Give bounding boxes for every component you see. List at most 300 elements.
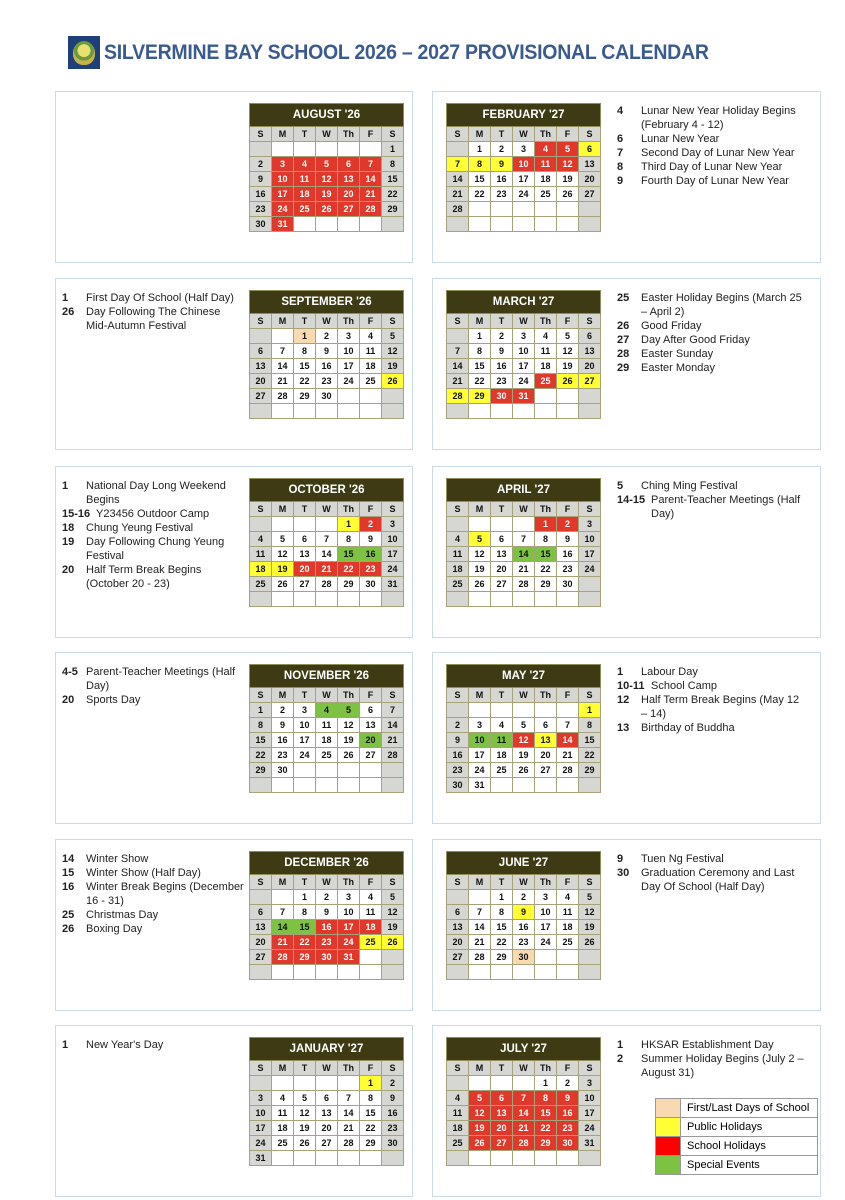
day-cell: 3 (250, 1091, 272, 1106)
event-item (62, 521, 244, 535)
day-cell: 29 (490, 950, 512, 965)
day-cell: 5 (381, 890, 403, 905)
day-cell: 25 (557, 935, 579, 950)
day-cell: 29 (360, 1136, 382, 1151)
empty-cell (490, 965, 512, 980)
day-cell: 26 (271, 577, 293, 592)
event-list (62, 1038, 244, 1052)
day-cell: 29 (578, 763, 600, 778)
day-cell: 13 (315, 1106, 337, 1121)
day-cell: 26 (512, 763, 534, 778)
day-cell: 11 (534, 344, 556, 359)
empty-cell (534, 1151, 556, 1166)
empty-cell (250, 965, 272, 980)
day-cell: 3 (337, 329, 359, 344)
month-panel (432, 466, 821, 638)
month-calendar (446, 851, 601, 980)
event-item (617, 866, 807, 894)
weekday-header: S (250, 1061, 272, 1076)
day-cell: 30 (557, 1136, 579, 1151)
event-date: 1 (617, 666, 624, 678)
month-title: OCTOBER '26 (250, 479, 404, 502)
empty-cell (337, 778, 359, 793)
day-cell: 3 (578, 517, 600, 532)
empty-cell (534, 217, 556, 232)
day-cell: 4 (557, 890, 579, 905)
day-cell: 20 (250, 935, 272, 950)
day-cell: 11 (250, 547, 272, 562)
month-calendar (249, 103, 404, 232)
event-date: 12 (617, 694, 630, 706)
day-cell: 14 (447, 359, 469, 374)
day-cell: 16 (557, 547, 579, 562)
month-calendar (249, 290, 404, 419)
weekday-header: S (381, 875, 403, 890)
day-cell: 29 (468, 389, 490, 404)
day-cell: 20 (534, 748, 556, 763)
day-cell: 15 (293, 920, 315, 935)
empty-cell (578, 1151, 600, 1166)
empty-cell (337, 404, 359, 419)
day-cell: 22 (293, 935, 315, 950)
day-cell: 9 (271, 718, 293, 733)
empty-cell (250, 404, 272, 419)
day-cell: 3 (512, 142, 534, 157)
day-cell: 8 (534, 1091, 556, 1106)
weekday-header: T (490, 688, 512, 703)
empty-cell (337, 217, 359, 232)
day-cell: 3 (293, 703, 315, 718)
event-date: 5 (617, 480, 624, 492)
event-item (617, 361, 807, 375)
empty-cell (315, 1076, 337, 1091)
day-cell: 20 (315, 1121, 337, 1136)
event-item (62, 908, 244, 922)
day-cell: 12 (557, 157, 579, 172)
empty-cell (512, 1151, 534, 1166)
day-cell: 13 (337, 172, 359, 187)
empty-cell (534, 965, 556, 980)
day-cell: 28 (447, 389, 469, 404)
event-text: Second Day of Lunar New Year (641, 147, 795, 159)
event-date: 14-15 (617, 494, 646, 506)
day-cell: 22 (534, 562, 556, 577)
day-cell: 13 (250, 359, 272, 374)
event-text: Half Term Break Begins (May 12 – 14) (641, 694, 800, 720)
event-item (617, 479, 807, 493)
day-cell: 9 (381, 1091, 403, 1106)
empty-cell (512, 965, 534, 980)
event-text: Third Day of Lunar New Year (641, 161, 783, 173)
event-date: 15-16 (62, 508, 91, 520)
day-cell: 8 (293, 905, 315, 920)
day-cell: 11 (360, 905, 382, 920)
weekday-header: W (315, 314, 337, 329)
event-date: 14 (62, 853, 75, 865)
day-cell: 20 (578, 359, 600, 374)
event-date: 1 (62, 1039, 69, 1051)
day-cell: 19 (512, 748, 534, 763)
event-item (62, 852, 244, 866)
day-cell: 9 (447, 733, 469, 748)
day-cell: 14 (381, 718, 403, 733)
event-item (62, 479, 244, 507)
day-cell: 27 (447, 950, 469, 965)
day-cell: 17 (534, 920, 556, 935)
day-cell: 10 (512, 157, 534, 172)
day-cell: 13 (490, 1106, 512, 1121)
weekday-header: M (271, 127, 293, 142)
day-cell: 19 (381, 359, 403, 374)
empty-cell (578, 778, 600, 793)
day-cell: 28 (468, 950, 490, 965)
day-cell: 6 (578, 142, 600, 157)
event-text: Chung Yeung Festival (86, 522, 194, 534)
empty-cell (360, 389, 382, 404)
weekday-header: F (557, 875, 579, 890)
weekday-header: T (293, 314, 315, 329)
event-text: Half Term Break Begins (October 20 - 23) (86, 564, 202, 590)
day-cell: 29 (293, 950, 315, 965)
weekday-header: F (360, 127, 382, 142)
day-cell: 13 (578, 344, 600, 359)
weekday-header: W (315, 688, 337, 703)
event-item (62, 563, 244, 591)
weekday-header: W (512, 688, 534, 703)
day-cell: 10 (293, 718, 315, 733)
day-cell: 17 (250, 1121, 272, 1136)
weekday-header: Th (337, 127, 359, 142)
day-cell: 4 (315, 703, 337, 718)
weekday-header: F (557, 1061, 579, 1076)
event-text: Good Friday (641, 320, 702, 332)
weekday-header: F (360, 314, 382, 329)
month-calendar (249, 664, 404, 793)
weekday-header: W (315, 127, 337, 142)
event-text: Lunar New Year Holiday Begins (February 4 - 12) (641, 105, 796, 131)
day-cell: 25 (315, 748, 337, 763)
day-cell: 14 (468, 920, 490, 935)
event-item (62, 291, 244, 305)
day-cell: 2 (512, 890, 534, 905)
month-title: SEPTEMBER '26 (250, 291, 404, 314)
event-date: 1 (62, 292, 69, 304)
day-cell: 27 (250, 389, 272, 404)
day-cell: 8 (578, 718, 600, 733)
event-date: 8 (617, 161, 624, 173)
empty-cell (293, 1151, 315, 1166)
event-date: 13 (617, 722, 630, 734)
weekday-header: S (578, 688, 600, 703)
empty-cell (534, 404, 556, 419)
weekday-header: F (360, 688, 382, 703)
day-cell: 5 (512, 718, 534, 733)
day-cell: 19 (381, 920, 403, 935)
empty-cell (315, 1151, 337, 1166)
day-cell: 19 (468, 1121, 490, 1136)
empty-cell (360, 965, 382, 980)
day-cell: 21 (271, 935, 293, 950)
event-item (62, 693, 244, 707)
day-cell: 26 (468, 1136, 490, 1151)
day-cell: 14 (271, 920, 293, 935)
day-cell: 19 (293, 1121, 315, 1136)
weekday-header: W (315, 502, 337, 517)
weekday-header: S (250, 127, 272, 142)
day-cell: 14 (447, 172, 469, 187)
day-cell: 9 (315, 905, 337, 920)
empty-cell (468, 517, 490, 532)
empty-cell (337, 763, 359, 778)
event-text: Tuen Ng Festival (641, 853, 724, 865)
event-date: 26 (617, 320, 630, 332)
day-cell: 28 (271, 950, 293, 965)
weekday-header: F (557, 314, 579, 329)
day-cell: 12 (271, 547, 293, 562)
weekday-header: S (381, 688, 403, 703)
event-item (617, 1038, 807, 1052)
event-date: 25 (617, 292, 630, 304)
event-item (617, 104, 807, 132)
day-cell: 20 (337, 187, 359, 202)
month-calendar (446, 478, 601, 607)
empty-cell (468, 404, 490, 419)
weekday-header: M (271, 688, 293, 703)
day-cell: 22 (381, 187, 403, 202)
empty-cell (468, 1151, 490, 1166)
empty-cell (468, 703, 490, 718)
day-cell: 23 (447, 763, 469, 778)
empty-cell (250, 592, 272, 607)
empty-cell (490, 592, 512, 607)
empty-cell (578, 950, 600, 965)
empty-cell (490, 517, 512, 532)
day-cell: 19 (578, 920, 600, 935)
weekday-header: F (557, 127, 579, 142)
day-cell: 18 (271, 1121, 293, 1136)
event-date: 4 (617, 105, 624, 117)
empty-cell (293, 142, 315, 157)
event-text: Sports Day (86, 694, 141, 706)
empty-cell (293, 217, 315, 232)
weekday-header: S (381, 1061, 403, 1076)
day-cell: 15 (490, 920, 512, 935)
month-title: MAY '27 (447, 665, 601, 688)
month-panel (55, 466, 413, 638)
day-cell: 10 (578, 1091, 600, 1106)
empty-cell (557, 217, 579, 232)
legend (655, 1098, 818, 1175)
event-text: HKSAR Establishment Day (641, 1039, 774, 1051)
weekday-header: S (578, 502, 600, 517)
day-cell: 10 (337, 905, 359, 920)
empty-cell (271, 592, 293, 607)
day-cell: 11 (447, 547, 469, 562)
empty-cell (315, 404, 337, 419)
event-list (62, 852, 244, 936)
day-cell: 21 (315, 562, 337, 577)
day-cell: 21 (360, 187, 382, 202)
day-cell: 23 (557, 562, 579, 577)
event-list (617, 852, 807, 894)
day-cell: 25 (360, 374, 382, 389)
event-date: 7 (617, 147, 624, 159)
day-cell: 12 (512, 733, 534, 748)
day-cell: 16 (250, 187, 272, 202)
month-panel (55, 652, 413, 824)
day-cell: 5 (578, 890, 600, 905)
day-cell: 7 (360, 157, 382, 172)
day-cell: 23 (360, 562, 382, 577)
day-cell: 15 (293, 359, 315, 374)
month-calendar (446, 664, 601, 793)
day-cell: 26 (468, 577, 490, 592)
empty-cell (447, 217, 469, 232)
weekday-header: M (468, 1061, 490, 1076)
empty-cell (360, 217, 382, 232)
empty-cell (315, 763, 337, 778)
day-cell: 12 (557, 344, 579, 359)
month-panel (432, 278, 821, 450)
empty-cell (578, 404, 600, 419)
day-cell: 11 (534, 157, 556, 172)
day-cell: 24 (512, 187, 534, 202)
day-cell: 17 (293, 733, 315, 748)
day-cell: 28 (360, 202, 382, 217)
weekday-header: W (512, 875, 534, 890)
day-cell: 19 (557, 359, 579, 374)
empty-cell (360, 592, 382, 607)
event-text: Easter Monday (641, 362, 715, 374)
empty-cell (534, 592, 556, 607)
event-item (617, 852, 807, 866)
weekday-header: M (468, 127, 490, 142)
day-cell: 2 (557, 517, 579, 532)
empty-cell (447, 329, 469, 344)
day-cell: 7 (447, 157, 469, 172)
day-cell: 7 (271, 905, 293, 920)
day-cell: 9 (250, 172, 272, 187)
day-cell: 4 (250, 532, 272, 547)
day-cell: 1 (468, 142, 490, 157)
event-list (62, 479, 244, 591)
empty-cell (578, 202, 600, 217)
day-cell: 7 (512, 532, 534, 547)
weekday-header: M (468, 314, 490, 329)
weekday-header: S (447, 502, 469, 517)
weekday-header: F (360, 1061, 382, 1076)
day-cell: 19 (315, 187, 337, 202)
day-cell: 9 (360, 532, 382, 547)
empty-cell (381, 389, 403, 404)
weekday-header: F (360, 502, 382, 517)
event-date: 18 (62, 522, 75, 534)
weekday-header: T (293, 1061, 315, 1076)
event-text: Easter Holiday Begins (March 25 – April 2) (641, 292, 802, 318)
day-cell: 5 (557, 142, 579, 157)
day-cell: 13 (534, 733, 556, 748)
day-cell: 8 (381, 157, 403, 172)
day-cell: 31 (512, 389, 534, 404)
month-title: JUNE '27 (447, 852, 601, 875)
empty-cell (490, 217, 512, 232)
day-cell: 3 (534, 890, 556, 905)
day-cell: 16 (557, 1106, 579, 1121)
event-text: Y23456 Outdoor Camp (96, 508, 210, 520)
day-cell: 29 (534, 1136, 556, 1151)
empty-cell (447, 592, 469, 607)
page-title: SILVERMINE BAY SCHOOL 2026 – 2027 PROVISIONAL CALENDAR (104, 40, 709, 64)
day-cell: 26 (381, 935, 403, 950)
event-item (617, 291, 807, 319)
event-date: 6 (617, 133, 624, 145)
empty-cell (578, 389, 600, 404)
day-cell: 17 (337, 920, 359, 935)
day-cell: 26 (578, 935, 600, 950)
event-item (617, 665, 807, 679)
day-cell: 27 (337, 202, 359, 217)
day-cell: 24 (468, 763, 490, 778)
day-cell: 20 (578, 172, 600, 187)
month-title: AUGUST '26 (250, 104, 404, 127)
day-cell: 26 (337, 748, 359, 763)
day-cell: 30 (447, 778, 469, 793)
empty-cell (271, 965, 293, 980)
day-cell: 6 (447, 905, 469, 920)
empty-cell (271, 404, 293, 419)
day-cell: 30 (315, 389, 337, 404)
day-cell: 25 (534, 374, 556, 389)
event-date: 27 (617, 334, 630, 346)
day-cell: 5 (271, 532, 293, 547)
event-list (617, 479, 807, 521)
weekday-header: M (468, 502, 490, 517)
day-cell: 16 (490, 359, 512, 374)
weekday-header: S (381, 502, 403, 517)
empty-cell (381, 763, 403, 778)
empty-cell (534, 389, 556, 404)
weekday-header: S (250, 314, 272, 329)
day-cell: 4 (360, 329, 382, 344)
empty-cell (381, 1151, 403, 1166)
empty-cell (293, 517, 315, 532)
day-cell: 12 (468, 547, 490, 562)
day-cell: 7 (512, 1091, 534, 1106)
day-cell: 1 (534, 517, 556, 532)
day-cell: 6 (578, 329, 600, 344)
day-cell: 10 (381, 532, 403, 547)
weekday-header: T (490, 1061, 512, 1076)
day-cell: 17 (337, 359, 359, 374)
month-calendar (446, 103, 601, 232)
day-cell: 4 (534, 329, 556, 344)
weekday-header: W (315, 1061, 337, 1076)
day-cell: 25 (250, 577, 272, 592)
day-cell: 25 (360, 935, 382, 950)
empty-cell (250, 329, 272, 344)
empty-cell (250, 778, 272, 793)
event-text: Fourth Day of Lunar New Year (641, 175, 789, 187)
day-cell: 5 (468, 532, 490, 547)
empty-cell (557, 778, 579, 793)
event-list (617, 1038, 807, 1080)
event-text: Winter Show (Half Day) (86, 867, 201, 879)
day-cell: 23 (557, 1121, 579, 1136)
event-date: 9 (617, 175, 624, 187)
weekday-header: Th (534, 688, 556, 703)
empty-cell (490, 1151, 512, 1166)
event-item (62, 665, 244, 693)
